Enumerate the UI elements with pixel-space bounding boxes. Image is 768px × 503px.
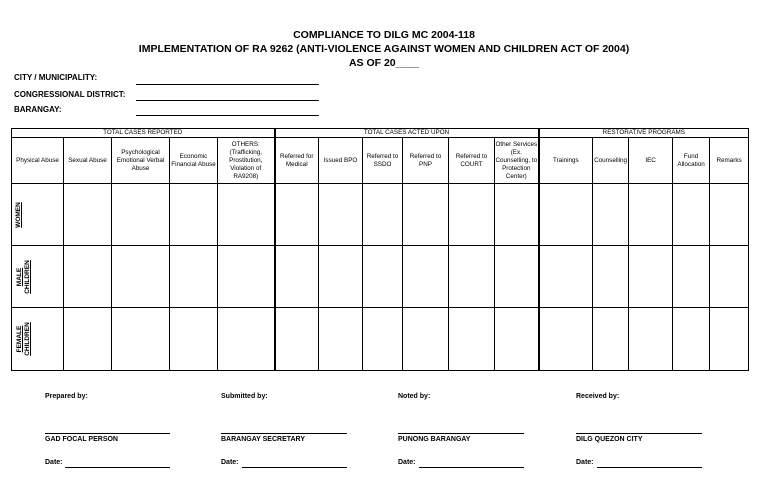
received-signature-line[interactable] [576,433,702,434]
role-gad-focal-person: GAD FOCAL PERSON [45,436,118,443]
date-field-received[interactable] [597,467,702,468]
date-field-prepared[interactable] [65,467,170,468]
col-trainings: Trainings [539,138,593,184]
col-iec: IEC [629,138,673,184]
prepared-by-label: Prepared by: [45,393,88,400]
table-row-female-children [12,308,749,371]
col-economic-abuse: Economic Financial Abuse [170,138,218,184]
col-other-services: Other Services (Ex. Counselling, to Protection Center) [495,138,539,184]
table-row-male-children [12,245,749,308]
received-by-label: Received by: [576,393,620,400]
col-fund-allocation: Fund Allocation [673,138,710,184]
noted-signature-line[interactable] [398,433,524,434]
barangay-field[interactable] [136,115,319,116]
row-label-women: WOMEN [15,201,22,228]
date-field-submitted[interactable] [242,467,347,468]
section-acted: TOTAL CASES ACTED UPON [275,129,539,138]
table-row-women [12,184,749,246]
district-label: CONGRESSIONAL DISTRICT: [14,90,126,99]
row-label-female-children: FEMALE CHILDREN [16,322,31,357]
role-punong-barangay: PUNONG BARANGAY [398,436,471,443]
submitted-by-label: Submitted by: [221,393,268,400]
form-title: COMPLIANCE TO DILG MC 2004-118 [293,29,475,41]
section-reported: TOTAL CASES REPORTED [12,129,275,138]
col-psychological-abuse: Psychological Emotional Verbal Abuse [112,138,170,184]
col-others: OTHERS: (Trafficking, Prostitution, Violation of RA9208) [218,138,275,184]
cases-table [11,128,749,371]
col-issued-bpo: Issued BPO [319,138,363,184]
col-sexual-abuse: Sexual Abuse [64,138,112,184]
city-field[interactable] [136,84,319,85]
col-referred-court: Referred to COURT [449,138,495,184]
barangay-label: BARANGAY: [14,105,62,114]
city-label: CITY / MUNICIPALITY: [14,73,98,82]
prepared-signature-line[interactable] [45,433,170,434]
col-referred-pnp: Referred to PNP [403,138,449,184]
date-label-prepared: Date: [45,459,63,466]
date-label-submitted: Date: [221,459,239,466]
row-label-male-children: MALE CHILDREN [16,259,31,294]
noted-by-label: Noted by: [398,393,431,400]
col-counselling: Counselling [593,138,629,184]
date-label-received: Date: [576,459,594,466]
col-referred-ssdo: Referred to SSDO [363,138,403,184]
district-field[interactable] [136,100,319,101]
role-dilg-quezon-city: DILG QUEZON CITY [576,436,643,443]
col-referred-medical: Referred for Medical [275,138,319,184]
section-restorative: RESTORATIVE PROGRAMS [539,129,749,138]
role-barangay-secretary: BARANGAY SECRETARY [221,436,306,443]
col-physical-abuse: Physical Abuse [12,138,64,184]
submitted-signature-line[interactable] [221,433,347,434]
date-label-noted: Date: [398,459,416,466]
col-remarks: Remarks [710,138,749,184]
date-field-noted[interactable] [419,467,524,468]
form-as-of: AS OF 20____ [348,57,420,69]
form-subtitle: IMPLEMENTATION OF RA 9262 (ANTI-VIOLENCE AGAINST WOMEN AND CHILDREN ACT OF 2004) [138,43,630,55]
